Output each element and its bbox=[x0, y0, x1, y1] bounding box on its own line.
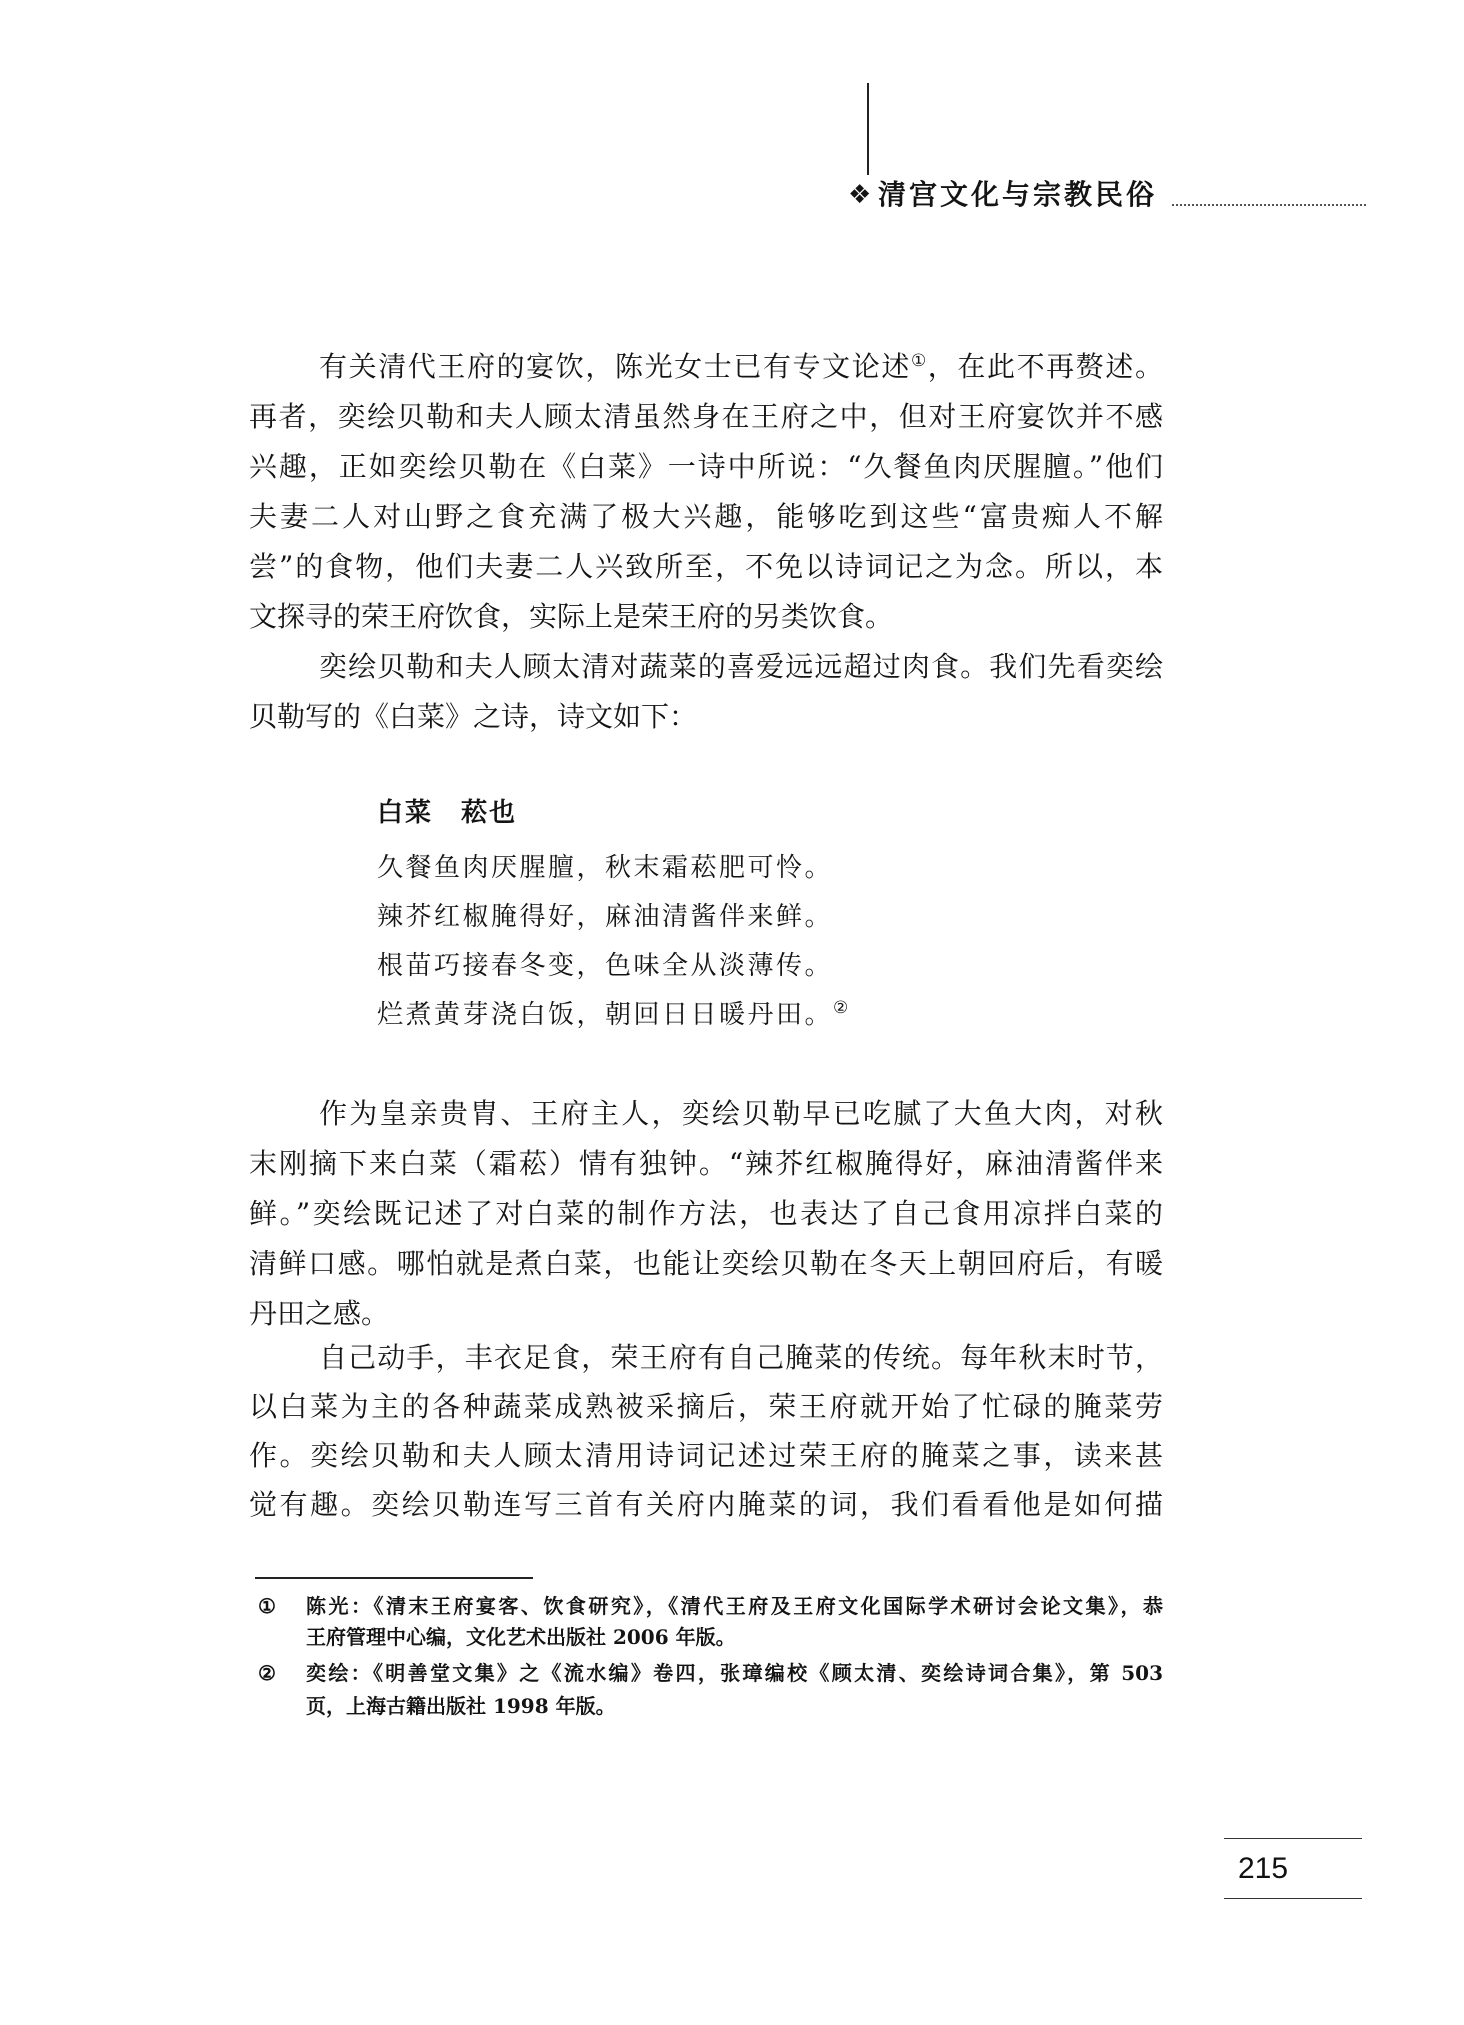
paragraph-1-line-3: 兴趣，正如奕绘贝勒在《白菜》一诗中所说：“久餐鱼肉厌腥膻。”他们 bbox=[249, 450, 1163, 483]
text-segment: 有关清代王府的宴饮，陈光女士已有专文论述 bbox=[319, 350, 911, 383]
paragraph-1-line-6: 文探寻的荣王府饮食，实际上是荣王府的另类饮食。 bbox=[249, 600, 894, 633]
paragraph-1-line-4: 夫妻二人对山野之食充满了极大兴趣，能够吃到这些“富贵痴人不解 bbox=[249, 500, 1163, 533]
footnote-separator bbox=[255, 1577, 533, 1579]
poem-line-3: 根苗巧接春冬变，色味全从淡薄传。 bbox=[377, 951, 834, 981]
paragraph-2-line-2: 贝勒写的《白菜》之诗，诗文如下： bbox=[249, 700, 698, 733]
footnote-ref-2: ② bbox=[833, 998, 851, 1018]
running-header-title: 清宫文化与宗教民俗 bbox=[878, 178, 1158, 211]
text-segment: ，在此不再赘述。 bbox=[927, 350, 1163, 383]
paragraph-4-line-3: 作。奕绘贝勒和夫人顾太清用诗词记述过荣王府的腌菜之事，读来甚 bbox=[249, 1439, 1163, 1472]
poem-line-2: 辣芥红椒腌得好，麻油清酱伴来鲜。 bbox=[377, 902, 834, 932]
header-dotted-rule bbox=[1172, 204, 1366, 206]
paragraph-3-line-4: 清鲜口感。哪怕就是煮白菜，也能让奕绘贝勒在冬天上朝回府后，有暖 bbox=[249, 1247, 1163, 1280]
paragraph-3-line-1: 作为皇亲贵胄、王府主人，奕绘贝勒早已吃腻了大鱼大肉，对秋 bbox=[319, 1097, 1163, 1130]
page-number: 215 bbox=[1238, 1852, 1289, 1885]
footnote-1-marker: ① bbox=[258, 1594, 276, 1618]
paragraph-3-line-2: 末刚摘下来白菜（霜菘）情有独钟。“辣芥红椒腌得好，麻油清酱伴来 bbox=[249, 1147, 1163, 1180]
paragraph-3-line-3: 鲜。”奕绘既记述了对白菜的制作方法，也表达了自己食用凉拌白菜的 bbox=[249, 1197, 1163, 1230]
footnote-1-line-2: 王府管理中心编，文化艺术出版社 2006 年版。 bbox=[306, 1625, 736, 1649]
footnote-2-marker: ② bbox=[258, 1661, 276, 1685]
running-header bbox=[848, 175, 1157, 215]
text-segment: 烂煮黄芽浇白饭，朝回日日暖丹田。 bbox=[377, 1000, 834, 1030]
paragraph-1-line-5: 尝”的食物，他们夫妻二人兴致所至，不免以诗词记之为念。所以，本 bbox=[249, 550, 1163, 583]
poem-line-1: 久餐鱼肉厌腥膻，秋末霜菘肥可怜。 bbox=[377, 853, 834, 883]
paragraph-2-line-1: 奕绘贝勒和夫人顾太清对蔬菜的喜爱远远超过肉食。我们先看奕绘 bbox=[319, 650, 1163, 683]
paragraph-4-line-4: 觉有趣。奕绘贝勒连写三首有关府内腌菜的词，我们看看他是如何描 bbox=[249, 1488, 1163, 1521]
paragraph-4-line-2: 以白菜为主的各种蔬菜成熟被采摘后，荣王府就开始了忙碌的腌菜劳 bbox=[249, 1390, 1163, 1423]
paragraph-1-line-1 bbox=[319, 347, 1163, 387]
footnote-2-line-2: 页，上海古籍出版社 1998 年版。 bbox=[306, 1694, 616, 1718]
poem-line-4 bbox=[377, 995, 851, 1035]
paragraph-4-line-1: 自己动手，丰衣足食，荣王府有自己腌菜的传统。每年秋末时节， bbox=[319, 1341, 1163, 1374]
page-number-top-rule bbox=[1224, 1838, 1362, 1839]
page-number-bottom-rule bbox=[1224, 1898, 1362, 1899]
poem-title: 白菜 菘也 bbox=[377, 798, 518, 828]
diamond-ornament-icon: ❖ bbox=[848, 180, 872, 210]
footnote-1-line-1: 陈光：《清末王府宴客、饮食研究》，《清代王府及王府文化国际学术研讨会论文集》，恭 bbox=[306, 1594, 1163, 1618]
header-vertical-rule bbox=[867, 83, 869, 175]
paragraph-3-line-5: 丹田之感。 bbox=[249, 1297, 390, 1330]
paragraph-1-line-2: 再者，奕绘贝勒和夫人顾太清虽然身在王府之中，但对王府宴饮并不感 bbox=[249, 400, 1163, 433]
footnote-2-line-1: 奕绘：《明善堂文集》之《流水编》卷四，张璋编校《顾太清、奕绘诗词合集》，第 503 bbox=[306, 1661, 1163, 1685]
footnote-ref-1: ① bbox=[910, 351, 928, 371]
